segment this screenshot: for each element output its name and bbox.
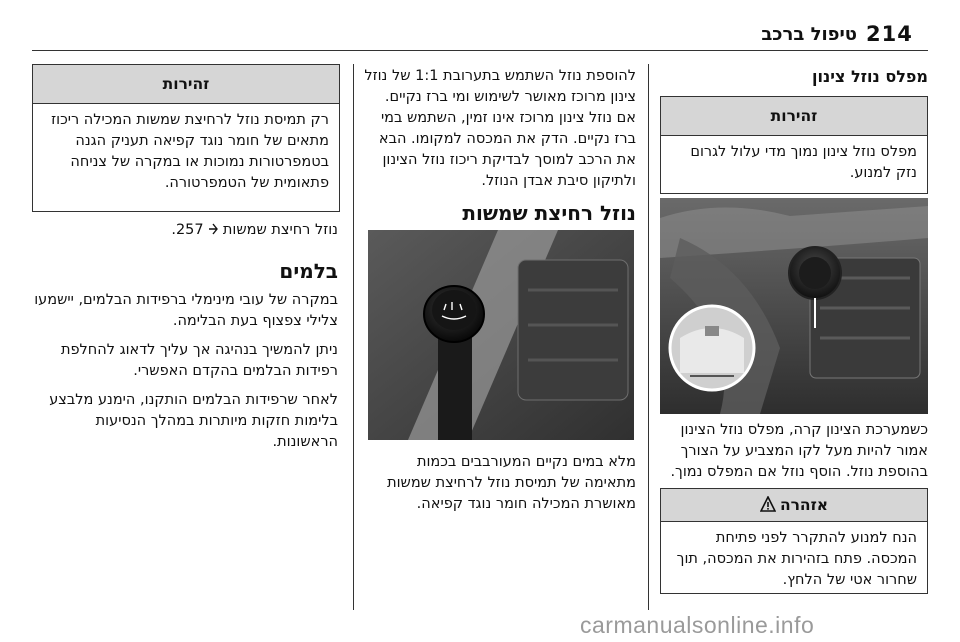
header-rule (32, 50, 928, 51)
washer-fluid-reservoir-photo (368, 230, 634, 440)
coolant-refill-text: להוספת נוזל השתמש בתערובת 1:1 של נוזל צינון מרוכז מאושר לשימוש ומי ברז נקיים. אם נוזל צינון מרוכז אינו זמין, השתמש במי ברז נקיים. הדק את המכסה למקומו. הבא את הרכב למוסך לבדיקת ריכוז נוזל הצינון ולתיקון סיבת אבדן הנוזל. (364, 68, 636, 189)
engine-bay-illustration (660, 198, 928, 414)
washer-fluid-heading: נוזל רחיצת שמשות (462, 201, 636, 225)
brakes-paragraph-3: לאחר שרפידות הבלמים הותקנו, הימנע מלבצע בלימות חזקות מיותרות במהלך הנסיעות הראשונות. (49, 392, 338, 450)
washer-fluid-text: מלא במים נקיים המעורבבים בכמות מתאימה של תמיסת נוזל לרחיצת שמשות מאושרת המכילה חומר נוגד קפיאה. (387, 454, 636, 512)
caution-box-body: מפלס נוזל צינון נמוך מדי עלול לגרום נזק למנוע. (690, 144, 917, 181)
cross-reference (32, 220, 338, 241)
warning-box-body: הנח למנוע להתקרר לפני פתיחת המכסה. פתח בזהירות את המכסה, תוך שחרור אטי של הלחץ. (676, 530, 917, 588)
brakes-paragraph-1: במקרה של עובי מינימלי ברפידות הבלמים, יישמעו צלילי צפצוף בעת הבלימה. (34, 292, 338, 329)
page-header (0, 0, 960, 52)
brakes-heading: בלמים (279, 259, 338, 283)
brakes-paragraph-2: ניתן להמשיך בנהיגה אך עליך לדאוג להחלפת רפידות הבלמים בהקדם האפשרי. (60, 342, 338, 379)
column-divider-left (353, 64, 354, 610)
column-divider-right (648, 64, 649, 610)
page-number: 214 (866, 22, 913, 46)
watermark[interactable]: carmanualsonline.info (580, 612, 815, 638)
warning-box-header (661, 489, 927, 522)
warning-box-title: אזהרה (779, 496, 829, 514)
coolant-level-text: כשמערכת הצינון קרה, מפלס נוזל הצינון אמור להיות מעל לקו המצביע על הצורך בהוספת נוזל. הוסף נוזל אם המפלס נמוך. (670, 422, 928, 480)
coolant-heading: מפלס נוזל צינון (811, 67, 928, 86)
section-title: טיפול ברכב (761, 24, 857, 45)
coolant-warning-box (660, 488, 928, 594)
reference-text: נוזל רחיצת שמשות (222, 222, 338, 238)
reference-page[interactable]: 257. (171, 222, 204, 238)
engine-coolant-reservoir-photo (660, 198, 928, 414)
page-reference-icon (208, 223, 218, 235)
washer-reservoir-illustration (368, 230, 634, 440)
brakes-text (32, 290, 338, 453)
caution-box-body: רק תמיסת נוזל לרחיצת שמשות המכילה ריכוז מתאים של חומר נוגד קפיאה תעניק הגנה בטמפרטורות נמוכות או במקרה של צניחה פתאומית של הטמפרטורה. (51, 112, 329, 191)
coolant-caution-box (660, 96, 928, 194)
caution-box-title: זהירות (661, 97, 927, 136)
washer-caution-box (32, 64, 340, 212)
warning-triangle-icon (760, 496, 776, 512)
caution-box-title: זהירות (33, 65, 339, 104)
